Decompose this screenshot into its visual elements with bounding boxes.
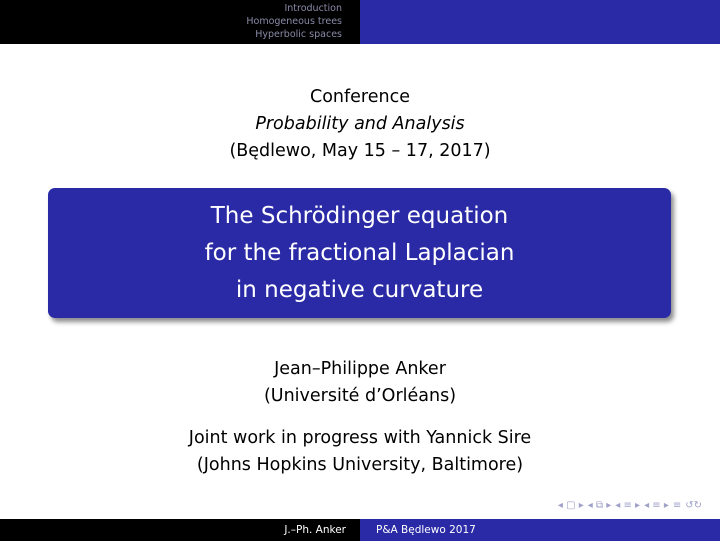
talk-title-line-3: in negative curvature: [235, 276, 484, 303]
footline-left: [0, 519, 360, 541]
talk-title-line-2: for the fractional Laplacian: [204, 239, 515, 266]
footline-right: [360, 519, 720, 541]
collaboration-line-2: (Johns Hopkins University, Baltimore): [196, 455, 524, 475]
author-affiliation: (Université d’Orléans): [263, 386, 457, 406]
headline-bar: [0, 0, 720, 44]
footer-event: P&A Będlewo 2017: [376, 524, 476, 536]
nav-frame-icon[interactable]: ◂ ⧉ ▸: [587, 500, 612, 511]
conference-label: Conference: [309, 87, 410, 107]
nav-subsection-icon[interactable]: ◂ ≡ ▸: [644, 500, 669, 511]
nav-section-icon[interactable]: ◂ ≡ ▸: [615, 500, 641, 511]
conference-block: [0, 84, 720, 165]
author-block: [0, 356, 720, 410]
author-name: Jean–Philippe Anker: [274, 359, 446, 379]
headline-right-bar: [360, 0, 720, 44]
navigation-symbols: [558, 500, 702, 511]
nav-first-icon[interactable]: ◂ ▢ ▸: [557, 500, 584, 511]
nav-align-icon[interactable]: ≡: [672, 500, 682, 511]
collaboration-line-1: Joint work in progress with Yannick Sire: [188, 428, 532, 448]
conference-place-date: (Będlewo, May 15 – 17, 2017): [229, 141, 491, 161]
footline-bar: [0, 519, 720, 541]
section-link-hyperbolic-spaces[interactable]: Hyperbolic spaces: [255, 29, 342, 40]
conference-name: Probability and Analysis: [255, 114, 465, 134]
section-link-homogeneous-trees[interactable]: Homogeneous trees: [246, 16, 342, 27]
section-navigation: [0, 0, 360, 44]
talk-title-line-1: The Schrödinger equation: [210, 202, 509, 229]
section-link-introduction[interactable]: Introduction: [284, 3, 342, 14]
nav-search-icon[interactable]: ↺↻: [685, 500, 702, 511]
collaboration-block: [0, 425, 720, 479]
talk-title-box: [48, 188, 671, 318]
footer-author: J.–Ph. Anker: [284, 524, 346, 536]
